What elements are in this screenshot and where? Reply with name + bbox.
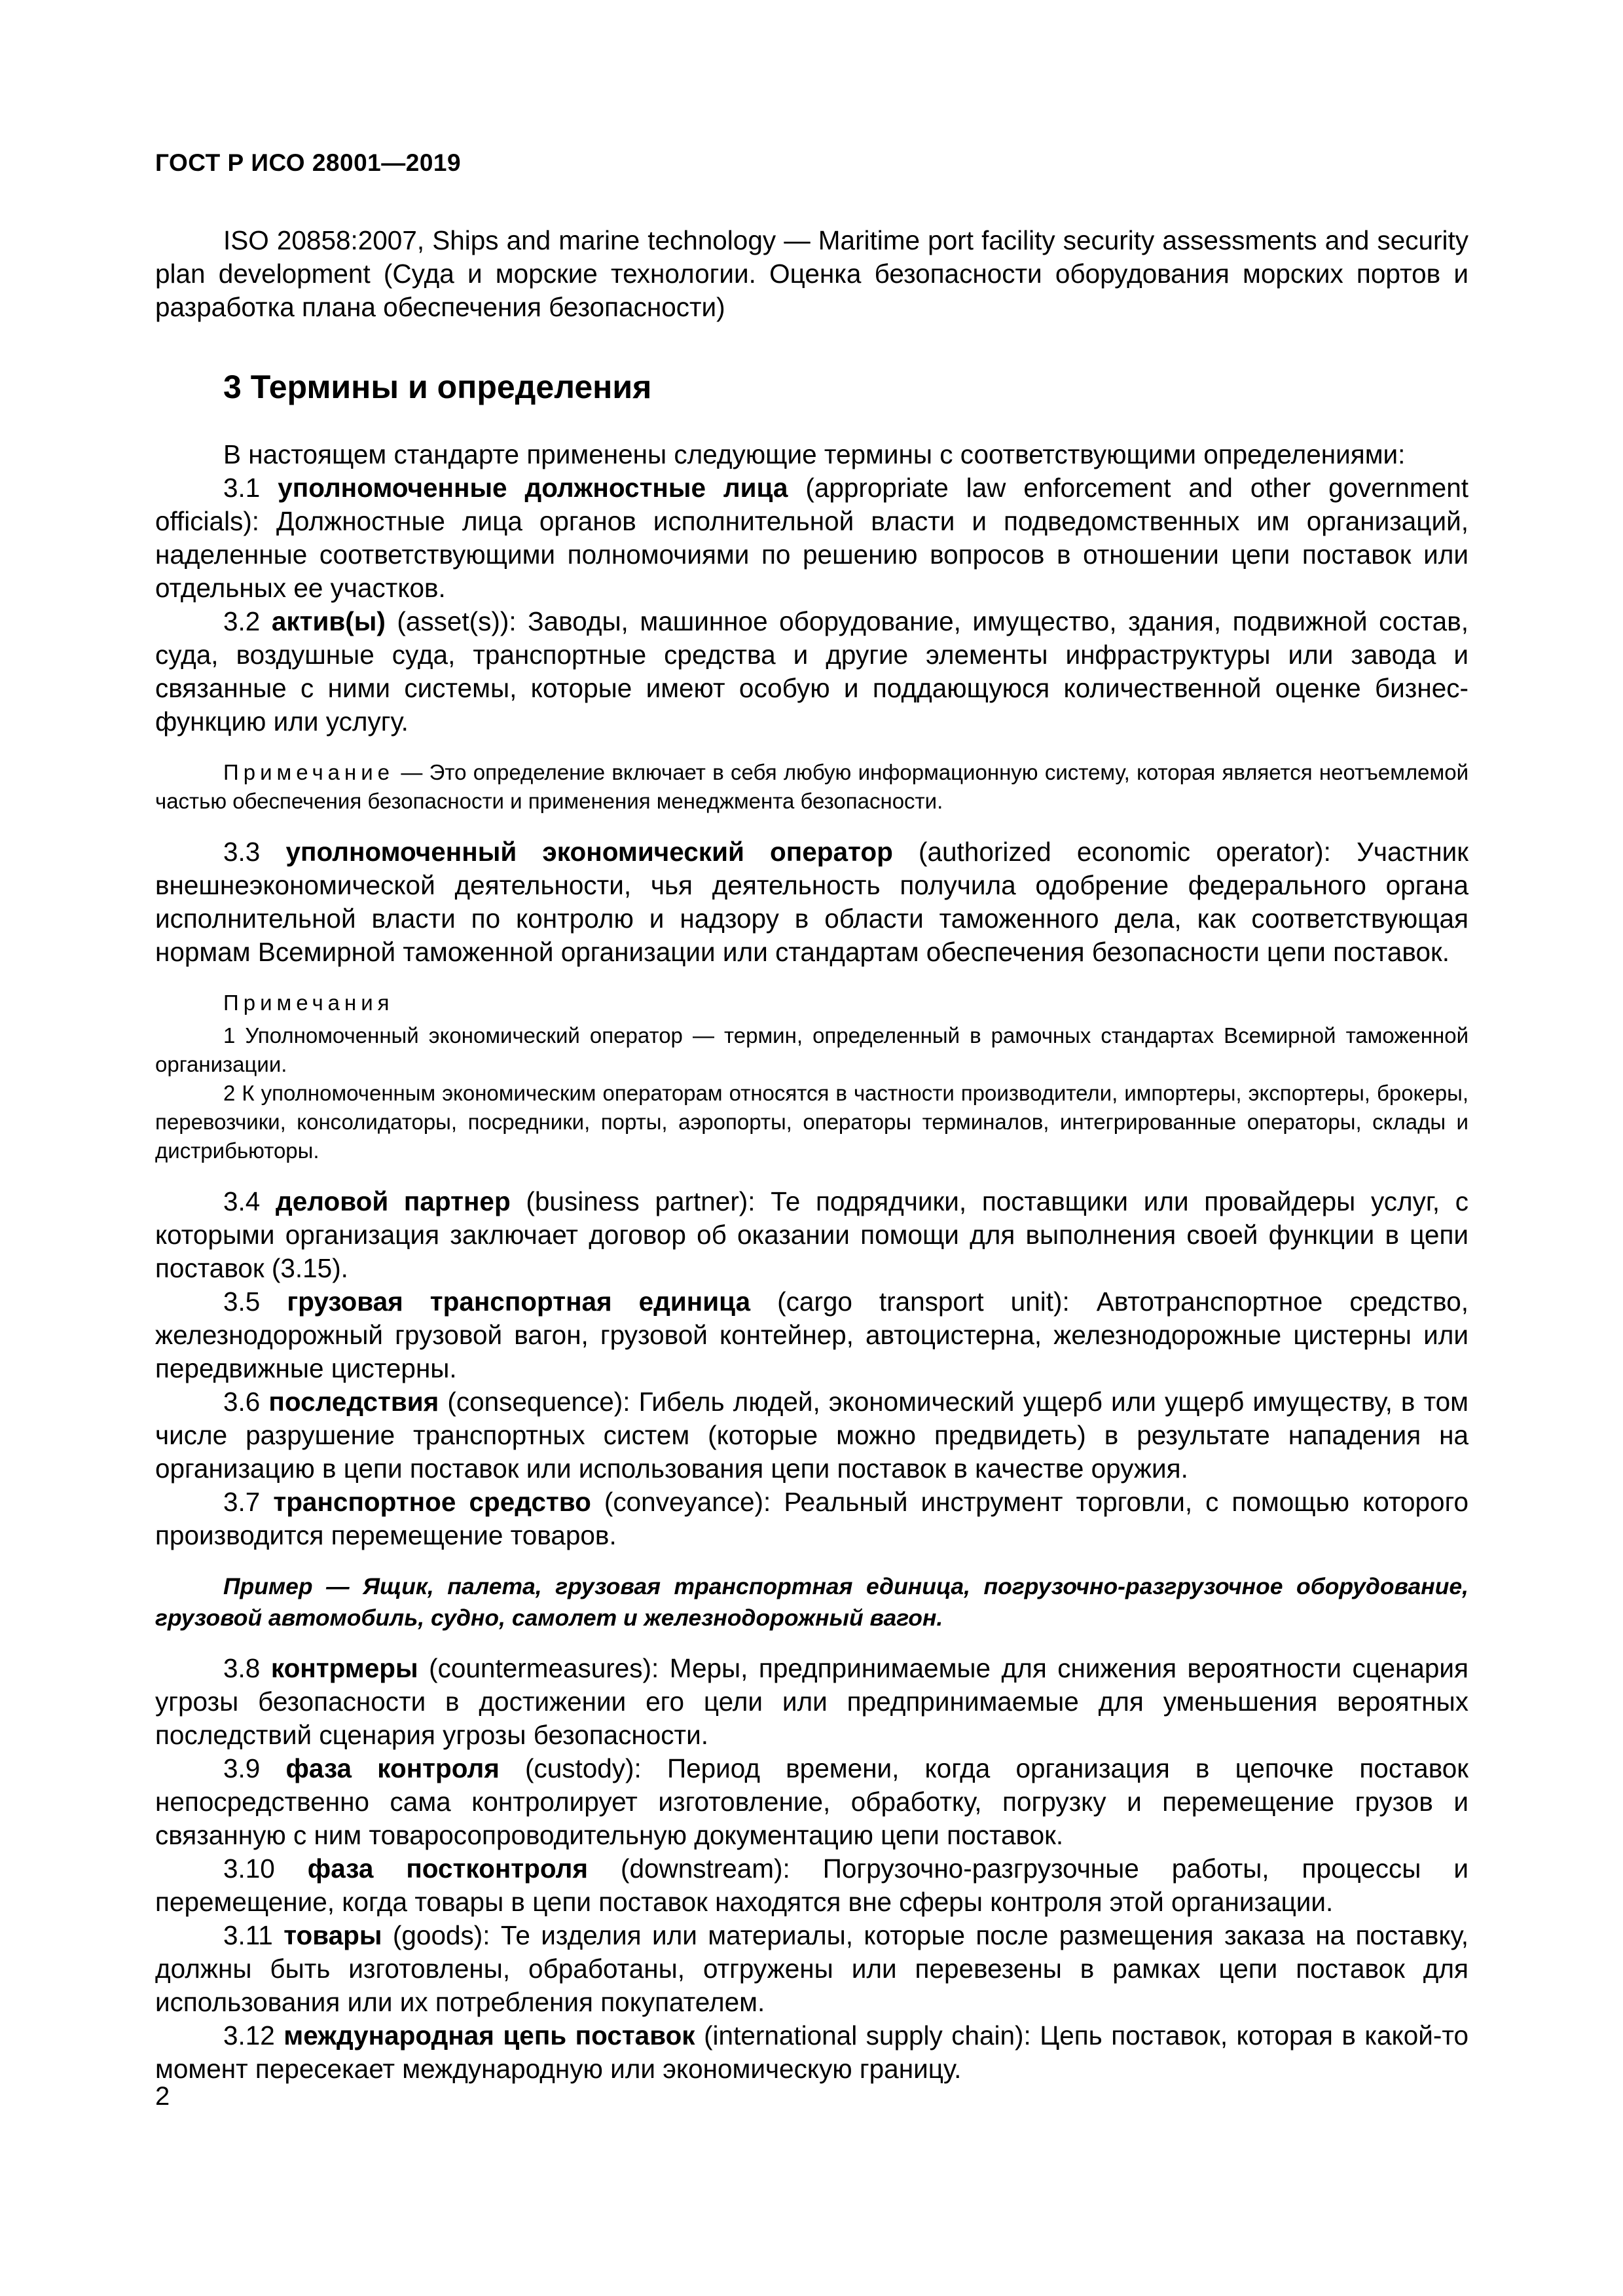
- note-item-2: 2 К уполномоченным экономическим операторам относятся в частности производители, импортеры, экспортеры, брокеры, перевозчики, консолидаторы, посредники, порты, аэропорты, операторы терминалов, интегрированные операторы, склады и дистрибьюторы.: [155, 1081, 1468, 1163]
- term-number: 3.5: [223, 1286, 261, 1317]
- term-definition: (asset(s)): Заводы, машинное оборудование, имущество, здания, подвижной состав, суда, воздушные суда, транспортные средства и другие элементы инфраструктуры или завода и связанные с ними системы, которые имеют особую и поддающуюся количественной оценке бизнес-функцию или услугу.: [155, 606, 1468, 737]
- term-entry-3-12: [155, 2019, 1468, 2086]
- term-name: актив(ы): [271, 606, 386, 636]
- document-header: ГОСТ Р ИСО 28001—2019: [155, 149, 462, 176]
- term-entry-3-4: [155, 1185, 1468, 1285]
- term-number: 3.11: [223, 1920, 273, 1950]
- note-item-1: 1 Уполномоченный экономический оператор — термин, определенный в рамочных стандартах Всемирной таможенной организации.: [155, 1023, 1468, 1076]
- term-entry-3-6: [155, 1385, 1468, 1485]
- term-entry-3-1: [155, 471, 1468, 605]
- term-entry-3-8: [155, 1652, 1468, 1752]
- term-definition: (goods): Те изделия или материалы, которые после размещения заказа на поставку, должны быть изготовлены, обработаны, отгружены или перевезены в рамках цепи поставок для использования или их потребления покупателем.: [155, 1920, 1468, 2017]
- page-number: 2: [155, 2082, 170, 2111]
- term-name: международная цепь поставок: [283, 2020, 695, 2050]
- term-definition: (downstream): Погрузочно-разгрузочные работы, процессы и перемещение, когда товары в цепи поставок находятся вне сферы контроля этой организации.: [155, 1853, 1468, 1917]
- term-name: последствия: [268, 1387, 439, 1417]
- term-definition: (cargo transport unit): Автотранспортное средство, железнодорожный грузовой вагон, грузовой контейнер, автоцистерна, железнодорожные цистерны или передвижные цистерны.: [155, 1286, 1468, 1383]
- example-3-7: Пример — Ящик, палета, грузовая транспортная единица, погрузочно-разгрузочное оборудование, грузовой автомобиль, судно, самолет и железнодорожный вагон.: [155, 1573, 1468, 1631]
- term-entry-3-2: [155, 605, 1468, 738]
- term-number: 3.4: [223, 1186, 261, 1216]
- section-title: 3 Термины и определения: [223, 369, 652, 405]
- term-entry-3-5: [155, 1285, 1468, 1385]
- term-number: 3.10: [223, 1853, 275, 1884]
- term-number: 3.2: [223, 606, 261, 636]
- normative-reference: ISO 20858:2007, Ships and marine technology — Maritime port facility security assessments and security plan development (Суда и морские технологии. Оценка безопасности оборудования морских портов и разработка плана обеспечения безопасности): [155, 225, 1468, 322]
- note-text: [155, 758, 1468, 816]
- term-name: уполномоченные должностные лица: [278, 473, 788, 503]
- term-entry-3-11: [155, 1919, 1468, 2019]
- term-name: товары: [283, 1920, 382, 1950]
- term-definition: (authorized economic operator): Участник внешнеэкономической деятельности, чья деятельность получила одобрение федерального органа исполнительной власти по контролю и надзору в области таможенного дела, как соответствующая нормам Всемирной таможенной организации или стандартам обеспечения безопасности цепи поставок.: [155, 837, 1468, 967]
- note-body: — Это определение включает в себя любую информационную систему, которая является неотъемлемой частью обеспечения безопасности и применения менеджмента безопасности.: [155, 760, 1469, 813]
- term-number: 3.6: [223, 1387, 261, 1417]
- term-name: грузовая транспортная единица: [287, 1286, 751, 1317]
- term-entry-3-10: [155, 1852, 1468, 1919]
- term-name: уполномоченный экономический оператор: [285, 837, 893, 867]
- note-label: Примечание: [223, 760, 395, 784]
- term-name: транспортное средство: [273, 1487, 591, 1517]
- term-definition: (countermeasures): Меры, предпринимаемые для снижения вероятности сценария угрозы безопасности в достижении его цели или предпринимаемые для уменьшения вероятных последствий сценария угрозы безопасности.: [155, 1653, 1468, 1750]
- term-number: 3.7: [223, 1487, 261, 1517]
- term-number: 3.8: [223, 1653, 261, 1683]
- term-name: деловой партнер: [276, 1186, 511, 1216]
- section-intro: В настоящем стандарте применены следующие термины с соответствующими определениями:: [223, 439, 1406, 469]
- term-entry-3-7: [155, 1485, 1468, 1552]
- notes-3-3: [155, 989, 1468, 1165]
- term-entry-3-3: [155, 835, 1468, 969]
- term-definition: (international supply chain): Цепь поставок, которая в какой-то момент пересекает международную или экономическую границу.: [155, 2020, 1468, 2084]
- term-definition: (business partner): Те подрядчики, поставщики или провайдеры услуг, с которыми организация заключает договор об оказании помощи для выполнения своей функции в цепи поставок (3.15).: [155, 1186, 1468, 1283]
- term-name: фаза постконтроля: [307, 1853, 588, 1884]
- term-number: 3.3: [223, 837, 261, 867]
- term-definition: (custody): Период времени, когда организация в цепочке поставок непосредственно сама контролирует изготовление, обработку, погрузку и перемещение грузов и связанную с ним товаросопроводительную документацию цепи поставок.: [155, 1753, 1468, 1850]
- term-definition: (consequence): Гибель людей, экономический ущерб или ущерб имуществу, в том числе разрушение транспортных систем (которые можно предвидеть) в результате нападения на организацию в цепи поставок или использования цепи поставок в качестве оружия.: [155, 1387, 1468, 1484]
- term-name: фаза контроля: [285, 1753, 500, 1783]
- page-content: [155, 224, 1468, 2086]
- note-3-2: [155, 758, 1468, 816]
- term-number: 3.12: [223, 2020, 275, 2050]
- term-definition: (appropriate law enforcement and other government officials): Должностные лица органов исполнительной власти и подведомственных им организаций, наделенные соответствующими полномочиями по решению вопросов в отношении цепи поставок или отдельных ее участков.: [155, 473, 1468, 603]
- notes-label: Примечания: [223, 991, 394, 1015]
- term-name: контрмеры: [270, 1653, 418, 1683]
- term-definition: (conveyance): Реальный инструмент торговли, с помощью которого производится перемещение товаров.: [155, 1487, 1468, 1550]
- term-entry-3-9: [155, 1752, 1468, 1852]
- term-number: 3.9: [223, 1753, 261, 1783]
- term-number: 3.1: [223, 473, 261, 503]
